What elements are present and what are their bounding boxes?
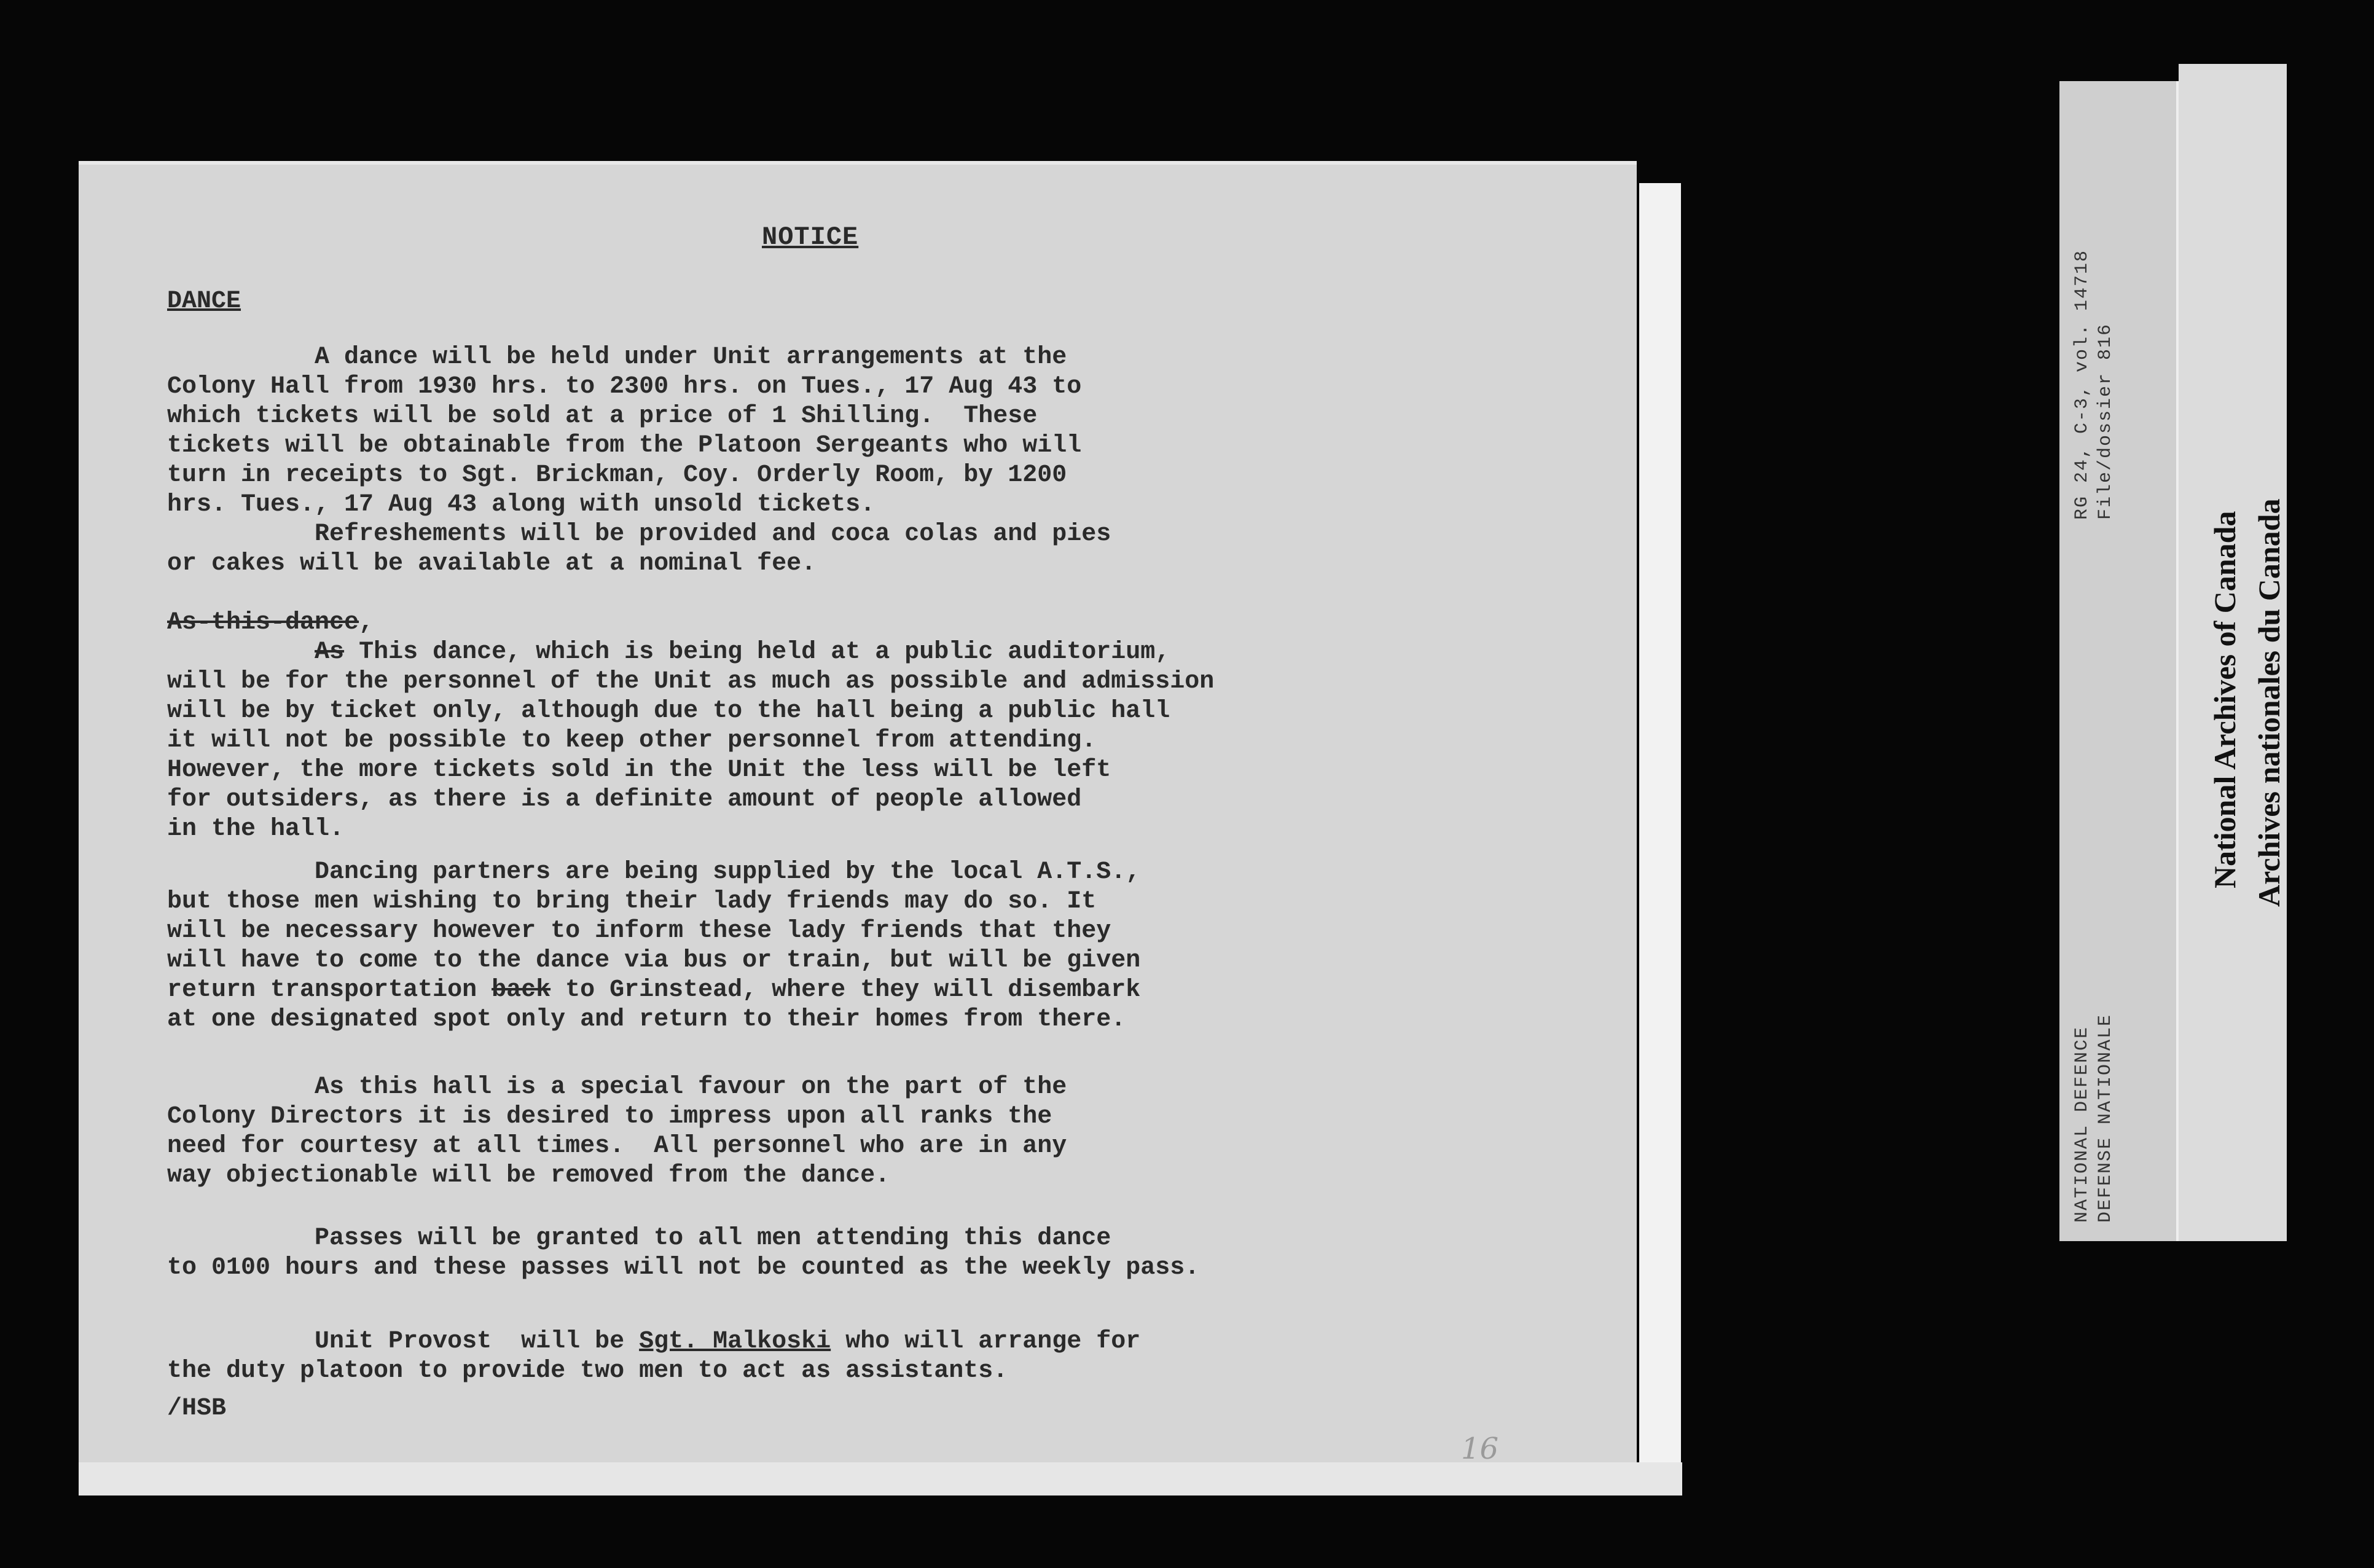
struck-word: As bbox=[315, 638, 345, 666]
paragraph-partners-text: Dancing partners are being supplied by the local A.T.S., but those men wishing to bring their lady friends may do so. It will be necessary however to inform these lady friends that they will have to come to the dance via bus or train, but will be given bbox=[167, 858, 1141, 974]
struck-line-comma: , bbox=[359, 609, 374, 637]
paragraph-refreshments: Refreshements will be provided and coca colas and pies or cakes will be available at a nominal fee. bbox=[167, 520, 1111, 578]
paragraph-passes: Passes will be granted to all men attending this dance to 0100 hours and these passes will not be counted as the weekly pass. bbox=[167, 1225, 1200, 1282]
reference-line-1: RG 24, C-3, vol. 14718 bbox=[2072, 249, 2093, 520]
paragraph-admission-text: This dance, which is being held at a public auditorium, will be for the personnel of the Unit as much as possible and admission will be by ticket only, although due to the hall being a public hall it will not be possible to keep other personnel from attending. However, the more tickets sold in the Unit the less will be left for outsiders, as there is a definite amount of people allowed in the hall. bbox=[167, 638, 1215, 843]
struck-word-back: back bbox=[492, 976, 551, 1004]
department-line-1: NATIONAL DEFENCE bbox=[2072, 1025, 2093, 1223]
department-line-2: DEFENSE NATIONALE bbox=[2095, 1013, 2116, 1223]
archives-name-english: National Archives of Canada bbox=[2208, 511, 2242, 888]
paragraph-dance-details: A dance will be held under Unit arrangements at the Colony Hall from 1930 hrs. to 2300 hrs. on Tues., 17 Aug 43 to which tickets will be sold at a price of 1 Shilling. These tickets will be obtainable from the Platoon Sergeants who will turn in receipts to Sgt. Brickman, Coy. Orderly Room, by 1200 hrs. Tues., 17 Aug 43 along with unsold tickets. bbox=[167, 343, 1082, 519]
paragraph-courtesy: As this hall is a special favour on the part of the Colony Directors it is desired to impress upon all ranks the need for courtesy at all times. All personnel who are in any way objectionable will be removed from the dance. bbox=[167, 1073, 1067, 1190]
paragraph-indent bbox=[167, 638, 315, 666]
paragraph-admission bbox=[167, 608, 1214, 844]
sheet-edge bbox=[1639, 183, 1681, 1493]
transport-line-end: to Grinstead, where they will disembark at one designated spot only and return to their homes from there. bbox=[167, 976, 1141, 1033]
paragraph-dancing-partners bbox=[167, 858, 1140, 1035]
handwritten-mark: 16 bbox=[1461, 1432, 1499, 1466]
provost-text-start: Unit Provost will be bbox=[167, 1328, 640, 1355]
notice-title: NOTICE bbox=[762, 222, 859, 252]
struck-text: As-this-dance bbox=[167, 609, 359, 637]
archives-name-french: Archives nationales du Canada bbox=[2252, 498, 2286, 907]
paragraph-provost bbox=[167, 1327, 1140, 1386]
transport-line-start: return transportation bbox=[167, 976, 492, 1004]
provost-text-end: who will arrange for the duty platoon to provide two men to act as assistants. bbox=[167, 1328, 1141, 1385]
section-heading: DANCE bbox=[167, 288, 241, 315]
typist-initials: /HSB bbox=[167, 1395, 227, 1422]
provost-name: Sgt. Malkoski bbox=[639, 1328, 831, 1355]
reference-line-2: File/dossier 816 bbox=[2095, 323, 2116, 520]
sheet-bottom-edge bbox=[79, 1462, 1682, 1495]
